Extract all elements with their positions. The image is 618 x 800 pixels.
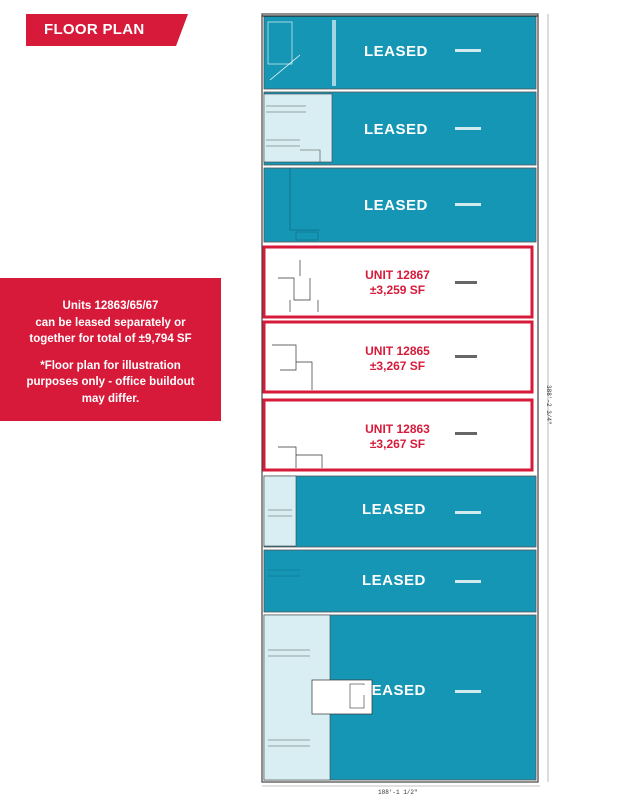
note-line-5: purposes only - office buildout <box>26 376 195 388</box>
unit-12867-area: ±3,259 SF <box>369 283 426 297</box>
unit-leased-4-label: LEASED <box>362 501 426 518</box>
note-line-4: *Floor plan for illustration <box>40 359 181 372</box>
unit-12863-area: ±3,267 SF <box>369 437 426 451</box>
unit-leased-3-label: LEASED <box>364 197 428 214</box>
note-line-1: Units 12863/65/67 <box>62 300 159 312</box>
unit-12863-name: UNIT 12863 <box>365 422 430 436</box>
unit-leased-2-label: LEASED <box>364 121 428 138</box>
unit-12865-name: UNIT 12865 <box>365 344 430 358</box>
unit-leased-1-label: LEASED <box>364 43 428 60</box>
page-title: FLOOR PLAN <box>44 21 145 38</box>
unit-12865-label <box>340 344 455 374</box>
note-line-6: may differ. <box>81 392 140 405</box>
note-line-3: together for total of ±9,794 SF <box>29 333 192 345</box>
unit-leased-6-label: LEASED <box>362 682 426 699</box>
unit-12867-label <box>340 268 455 298</box>
width-dimension-label: 188'-1 1/2" <box>378 789 418 796</box>
unit-12863-label <box>340 422 455 452</box>
note-line-2: can be leased separately or <box>35 316 186 329</box>
unit-leased-5-label: LEASED <box>362 572 426 589</box>
unit-12865-area: ±3,267 SF <box>369 359 426 373</box>
height-dimension-label: 388'-2 3/4" <box>545 385 552 425</box>
unit-12867-name: UNIT 12867 <box>365 268 430 282</box>
